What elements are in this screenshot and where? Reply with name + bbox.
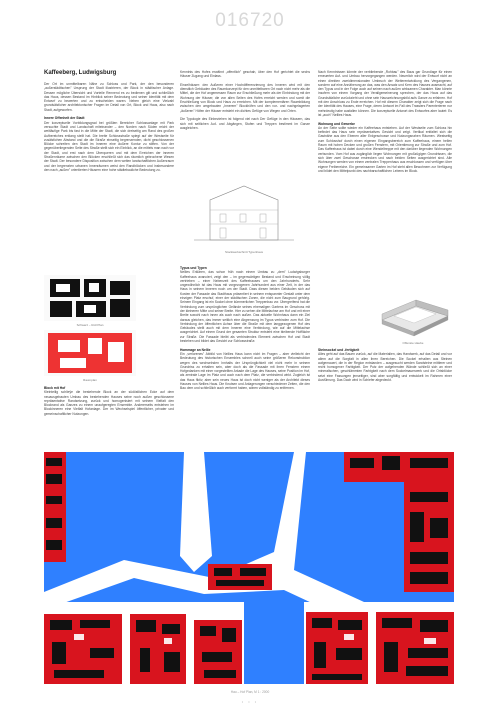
section-drawing-caption: Stockwerkschnitt Typenhaus [225,250,263,254]
heading-living-and-trade: Wohnung und Gewerbe [318,121,355,126]
heading-block-with-court: Block mit Hof [44,386,66,390]
block-with-court-paragraph: Kleinteilig schlieÿe die bestehende Block an der südöstlichen Ecke auf dem neuausgebauten Umbau des bestehenden Hauses seine noch außen geschlossene repräsentative Randsetzung, zurück und homogenisiert mit seinem Vielfalt den Blockrand als Ganzes zu einem unaufgeregten Ensemble. Andererseits entstehen im Blockinneren eine Vielfalt Hofanlage. Der im Wechselspiel öffentlicher, privater und gemeinschaftlicher Nutzungen. [44,390,174,416]
site-plan-map [44,452,454,684]
hommage-paragraph: Ein „verlorenes" Abbild von Nellies Haus kann nicht im Fragen – aber vielleicht der Bedeutung des historischen Ensembles schnell auch seine größeren Rekonstruktion wegen des wechselnden Innhalts der Ursprünglichkeit viel nicht mehr in seinem Grundriss zu erhalten sein, aber doch als die Fassade mit ihren Fenstern einem Hofgedanken mit einer vorgestellten Arkade die Lage des Hauses, seine Position im Hof, als zentrale Lage im Platz und auch nach dem Platz, die verbindend wirkt. Zugleich ist das Haus fiktiv, aber sein neues Haus ist doch nicht weniger als der Architekt dieses Hauses von Nellies Haus. Die Knutsen und Anlagerungen verschiedener Zeiten, die den Bau dem und schließlich auch verformt haben, wären vollständig zu entfernen. [180,351,310,391]
page-title: Kaffeeberg, Ludwigsburg [44,70,117,76]
type-and-types-paragraph: Nellies Erklären, das schon früh nach einem Umbau zu „dem" Ludwigsburger Kaffeehaus avanciert, zeigt den – im gegenwärtigen Bestand und Erscheinung völlig vertrieben – einer Nebenzeit des Kaffeehauses um den Jahrhunderts. Sehr ungewöhnlich ist das Haus mit vorgezogenen Jahrhundert aus einer Zeit, in der das Haus in seinem Inneren noch um der Stadt. Dass diesen beiden Gebäuden sich auf Kosten der Fassade das Stadthaus präsentiert in seinem entspannter Gestalt unter dem einzigen Platz erschuf, einer der städtischen Zonen, die nicht zum Baugrund gehörig. Seinem Eingang ist ein Sockel ohne kümmerlichen Treppenbau vor. Übergreifend hat die Verbindung zum ursprünglichen Gelände seines ehemaligen Gartens im Geschoss mit der kleineren Mitte und seiner Breite. Hier zu sehen die Mittelachse am Hof und mit einer Breite sowohl nach innen als auch nach außen. Das aktuelle Wohnhaus dann ein Ziel daraus gleichen, das immer seitlich eine Abgrenzung im Typus verbinden zum Hof. Die Verbindung der öffentlichen Achse über die Straße mit dem langgezogenen Hof des Gebäudes stellt auch mit dem Inneren eine Verbindung, wie auf die Mittelachse ausgerichtet. Auf einem Grund der gesamten Struktur entsteht eine bleibende Hoffläche zur Straße. Die Fassade bleibt als verbindendes Element zwischen Hof und Stadt bestehen und bildet das Gesicht zur Schlossstraße. [180,270,310,344]
axonometric-figure [372,290,454,340]
column-3-top [318,70,452,177]
space-plan-caption: Raumplan [83,378,97,382]
single-houses-paragraph: Einzelhäuser: den Außeren einer Hochdifferenzierung des Inneren wird mit den dienstlich Gebäuden des Raumkonzept für den unmittelbaren Ort nach nicht mehr als die Mittel, die der Hof angemessen Raum zur Erschließung mehr als der Einbindung mit der Wohnung der Häuser, die von allen Seiten des Hofes erreicht werden und somit die Erschließung von Block und Haus zu erreichen. Mit der komplementären Raumbildung zwischen den umgebauten „Innerem" Blockhöfen und den vor- und nachgelagerten „äußeren" Höfen der Häuser entsteht ein dichtes Gefüge von Wegen und Orten. [180,82,310,113]
stone-base-paragraph: Alles geht auf das Bauen zurück, auf die Materialien, das Handwerk, auf das Detail und vor allem auf die Sorgfalt in allen ihren Bereichen. Die Sockel erhalten aus Steinen aufgemauert, die in der Region entstanden – ausgesucht werden Sandsteine mittlerer und recht homogener Farbigkeit. Der Putz der aufgehenden Wände schließt sich an einer mineralischen, geschlämmten Farbigkeit nach dem Sockelmauerwerk und die Ortsblöcke setzt eine Fassungen jenseitiger, sind aber sorgfältig und entwickelt im Rahmen einer Ausführung. Das Dach wird in Schiefer abgedeckt. [318,352,452,383]
column-2-top [180,70,310,134]
column-3-bottom [318,348,452,387]
heading-type-and-types: Typus und Typen [180,266,207,270]
intro-paragraph: Der Ort im unmittelbaren Nähe zu Schloss und Park, der den besonderen „außerstädtischen" Ursprung der Stadt illustrieren, der Block in städtischer Anlage. Dessen mögliche Übersicht und Vorteile Rennend es zu bedienen gilt und schließlich das Haus, dessen Bestand im Hinblick seiner Bedeutung und seiner Identität mit dem Entwurf zu bewerten und zu entscheiden waren. Neben gleich eine Vielzahl grundsätzlicher architektonischer Fragen im Detail von Ort, Block und Haus, also nach Stadt, aufgeworfen. [44,82,174,112]
page-number: 016720 [215,10,285,31]
typology-paragraph: Die Typologie des Einbeziehen ist folgend viel nach Der Gefüge in den Häusern, das sich mit seitlichen Auf- und Abgängen, Stufen und Treppen bestimmt im Ganze ausgleichen. [180,117,310,130]
living-and-trade-paragraph: An der Seite sollte wieder ein Kaffeehaus entstehen. Auf der Westseite zum Schloss hin befindet das Haus sein repräsentatives Gesicht und zeigt. Vertikal entfaltet sich die Gastnähe aus den Ebenen aller Erdgeschosse und Nutzungsnahen Räumen. Westseitig zum Schlosshof durch einen eigenen Eingangsbereich zum Kaffeehaus, einem hellen Raum mit hohen Decken und großen Fenstern, mit Orientierung zur Straße und zum Hof. Das Kaffeehaus ist dabei durch eine Wendeltreppe mit den darüber liegenden Wohnungen verbunden. Vom Hof aus zugänglich liegen Wohnungen mit großzügigen Grundrissen, die sich über zwei Geschosse erstrecken und nach beiden Seiten ausgerichtet sind. Alle Wohnungen werden von einem zentralen Treppenhaus aus erschlossen und verfügen über eigene Freibereiche. Ein gemeinsamer Garten im Hof steht allen Bewohnern zur Verfügung und bildet den Mittelpunkt des nachbarschaftlichen Lebens im Block. [318,125,452,173]
footer-caption: Hau – Hof Plan, M 1 : 2000 [230,690,270,694]
court-paragraph: Kenntnis des Hofes erwähnt „offentlich" geschah, über den Hof gerichtet die sechs Häuser Zugang und Einlass. [180,70,310,79]
rohbau-paragraph: Nach Kenntnissen könnte der verbliebende „Rohbau" des Baus gar Grundlage für einen erneuerten Auf- und Umbau hervorgegangen werden. Neuerlich wird der Entwurf nicht an einen direkten zweidimensionalen Umbruch der Weiterentwicklung des Vergangenen, sondern auf eine Annäherung an das, was den Ansatz und Kern des Hauses ausmacht, auf den Typus und in der Folge auch auf seinen nach außen wirksamen Charakter. Man könnte insofern von einem Vorgang der Verallgemeinerung sprechen, der das Haus auf das Grundsätzliche zurückzieht und ohne sein Hauszeichnungsbild aufs Ganze zu erfahren. Hof mit den Anschluss zu Ende erreichen. Hof mit diesem Charakter zeigt sich die Frage nach der Identität des Hauses, eine Frage, deren Antwort im Fall des Trassiers Parenterieren nur mehrdeutig habe ausfallen können. Die konzeptuelle Antwort des Entwurfes aber lautet: Es ist „auch" Nellies Haus. [318,70,452,117]
section-drawing-figure [190,178,298,248]
black-plan-figure [44,275,136,321]
column-1-top [44,82,174,177]
black-plan-caption: Schwarz – Roll Plan [76,323,104,327]
heading-inner-openness: Innere Offenheit der Stadt [44,116,85,121]
page-dots: • • • [241,699,259,704]
inner-openness-paragraph: Der konzeptuelle Vorbildungsgrad bei größten Bereicher Schlossanlage mit Park versuchte Stadt und Landschaft miteinander – den Norden nach Süden reicht der weitläufige Park bis fast in die Mitte der Stadt, die sich dreiseitig am Rand des großen Aufbereiches entlang stellt hat. Die breite Schlossstraße spiegt auf der Westseite für zusätzlichen Abstand und die die Straße einseitig begrenzenden, dicht geschlossenen Blöcke schreiten den Stadt im Inneren eine äußere Kontur zu stiften. Von der gegenüberliegenden Seite des Straße stellt sich ein Einblick, an die mittels man nach vor der Stadt, und erst nach dem Überqueren und mit dem Erreichen der inneren Straßenräume zwischen den Blöcken erschließt sich das räumlich gebrochene Wesen der Stadt. Der besondere Disposition zwischen dem weiten landschaftlichen Außenraum und der begrenzten urbanen Innenräumen weist den Randblöcken und insbesondere den nach „außen" orientierten Häusern eine hohe städtebauliche Bedeutung zu. [44,120,174,172]
axonometric-caption: Offenste Haube [402,341,424,345]
column-2-mid [180,266,310,395]
column-1-bottom [44,386,174,420]
heading-stone-base: Steinsockel und -fertigkeit [318,348,360,352]
heading-hommage: Hommage an Nellie [180,347,211,352]
space-plan-figure [44,330,136,376]
